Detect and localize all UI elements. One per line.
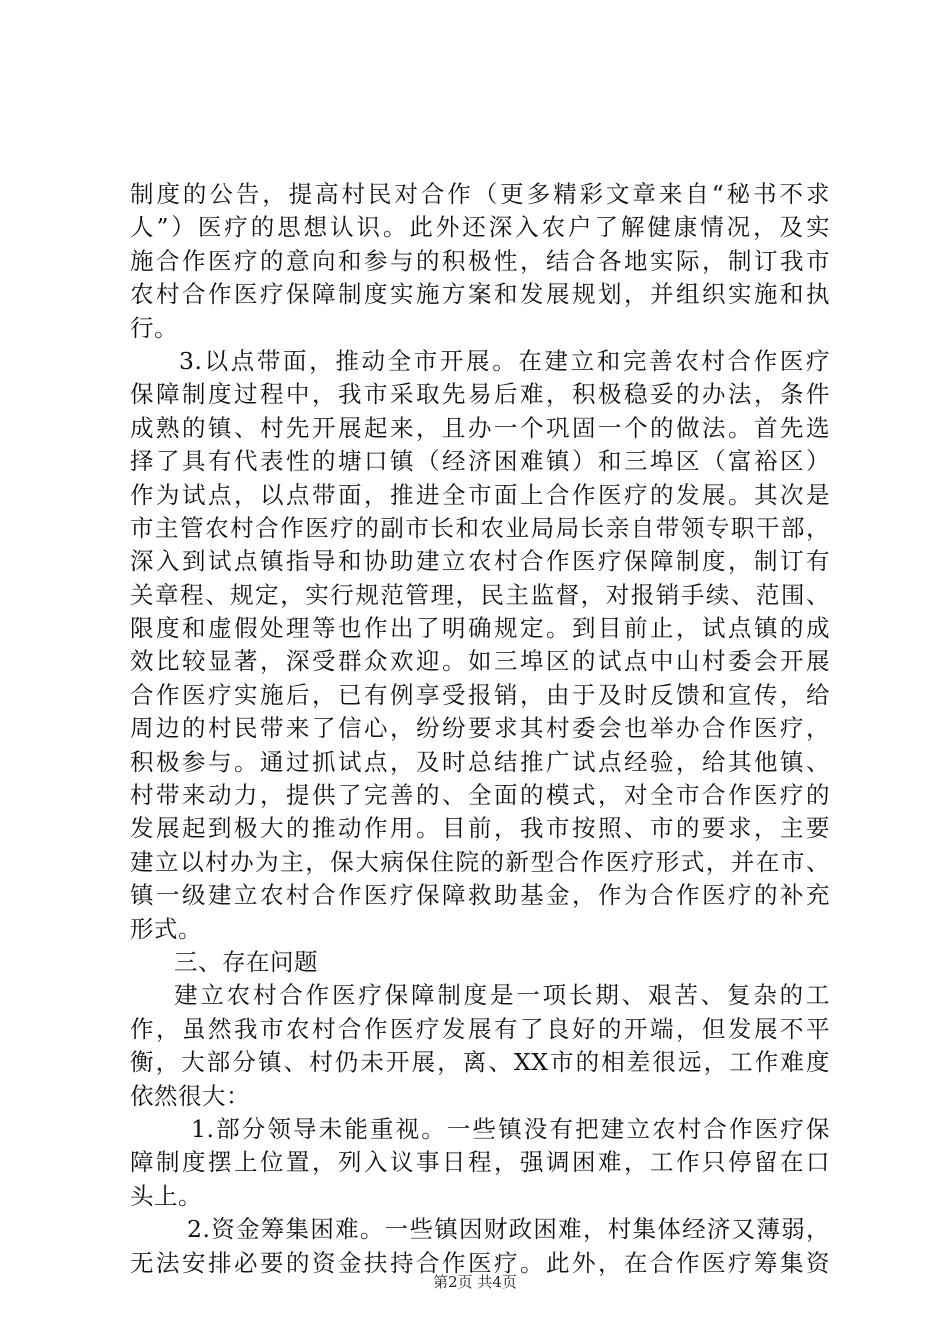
text-line: 施合作医疗的意向和参与的积极性，结合各地实际，制订我市 xyxy=(130,246,830,275)
text-line: 形式。 xyxy=(130,914,202,943)
text-line: 合作医疗实施后，已有例享受报销，由于及时反馈和宣传，给 xyxy=(130,680,830,709)
text-line: 发展起到极大的推动作用。目前，我市按照、市的要求，主要 xyxy=(130,814,830,843)
text-line: 衡，大部分镇、村仍未开展，离、XX市的相差很远，工作难度 xyxy=(130,1048,830,1077)
text-line: 积极参与。通过抓试点，及时总结推广试点经验，给其他镇、 xyxy=(130,747,830,776)
text-line: 制度的公告，提高村民对合作（更多精彩文章来自“秘书不求 xyxy=(130,180,830,208)
text-line: 限度和虚假处理等也作出了明确规定。到目前止，试点镇的成 xyxy=(130,614,830,643)
text-line: 周边的村民带来了信心，纷纷要求其村委会也举办合作医疗， xyxy=(130,714,830,743)
text-line: 作，虽然我市农村合作医疗发展有了良好的开端，但发展不平 xyxy=(130,1014,830,1043)
text-line: 行。 xyxy=(130,313,178,342)
text-line: 深入到试点镇指导和协助建立农村合作医疗保障制度，制订有 xyxy=(130,547,830,576)
text-line: 择了具有代表性的塘口镇（经济困难镇）和三埠区（富裕区） xyxy=(130,447,830,476)
text-line: 障制度摆上位置，列入议事日程，强调困难，工作只停留在口 xyxy=(130,1148,830,1177)
text-line: 关章程、规定，实行规范管理，民主监督，对报销手续、范围、 xyxy=(130,580,830,609)
text-line: 农村合作医疗保障制度实施方案和发展规划，并组织实施和执 xyxy=(130,280,830,309)
text-line: 效比较显著，深受群众欢迎。如三埠区的试点中山村委会开展 xyxy=(130,647,830,676)
text-line: 成熟的镇、村先开展起来，且办一个巩固一个的做法。首先选 xyxy=(130,413,830,442)
text-line: 依然很大： xyxy=(130,1081,250,1110)
text-line: 市主管农村合作医疗的副市长和农业局局长亲自带领专职干部， xyxy=(130,513,830,542)
text-line: 2.资金筹集困难。一些镇因财政困难，村集体经济又薄弱， xyxy=(187,1215,830,1244)
page-number-footer: 第2页 共4页 xyxy=(433,1273,517,1291)
text-line: 村带来动力，提供了完善的、全面的模式，对全市合作医疗的 xyxy=(130,781,830,810)
document-body xyxy=(130,178,830,1280)
text-line: 3.以点带面，推动全市开展。在建立和完善农村合作医疗 xyxy=(179,346,830,375)
text-line: 头上。 xyxy=(130,1181,202,1210)
text-line: 建立农村合作医疗保障制度是一项长期、艰苦、复杂的工 xyxy=(174,981,830,1010)
text-line: 镇一级建立农村合作医疗保障救助基金，作为合作医疗的补充 xyxy=(130,881,830,910)
text-line: 保障制度过程中，我市采取先易后难，积极稳妥的办法，条件 xyxy=(130,380,830,409)
section-heading: 三、存在问题 xyxy=(174,947,318,976)
text-line: 建立以村办为主，保大病保住院的新型合作医疗形式，并在市、 xyxy=(130,847,830,876)
text-line: 人”）医疗的思想认识。此外还深入农户了解健康情况，及实 xyxy=(130,213,830,242)
text-line: 1.部分领导未能重视。一些镇没有把建立农村合作医疗保 xyxy=(191,1114,830,1143)
text-line: 作为试点，以点带面，推进全市面上合作医疗的发展。其次是 xyxy=(130,480,830,509)
text-line: 无法安排必要的资金扶持合作医疗。此外，在合作医疗筹集资 xyxy=(130,1248,830,1277)
